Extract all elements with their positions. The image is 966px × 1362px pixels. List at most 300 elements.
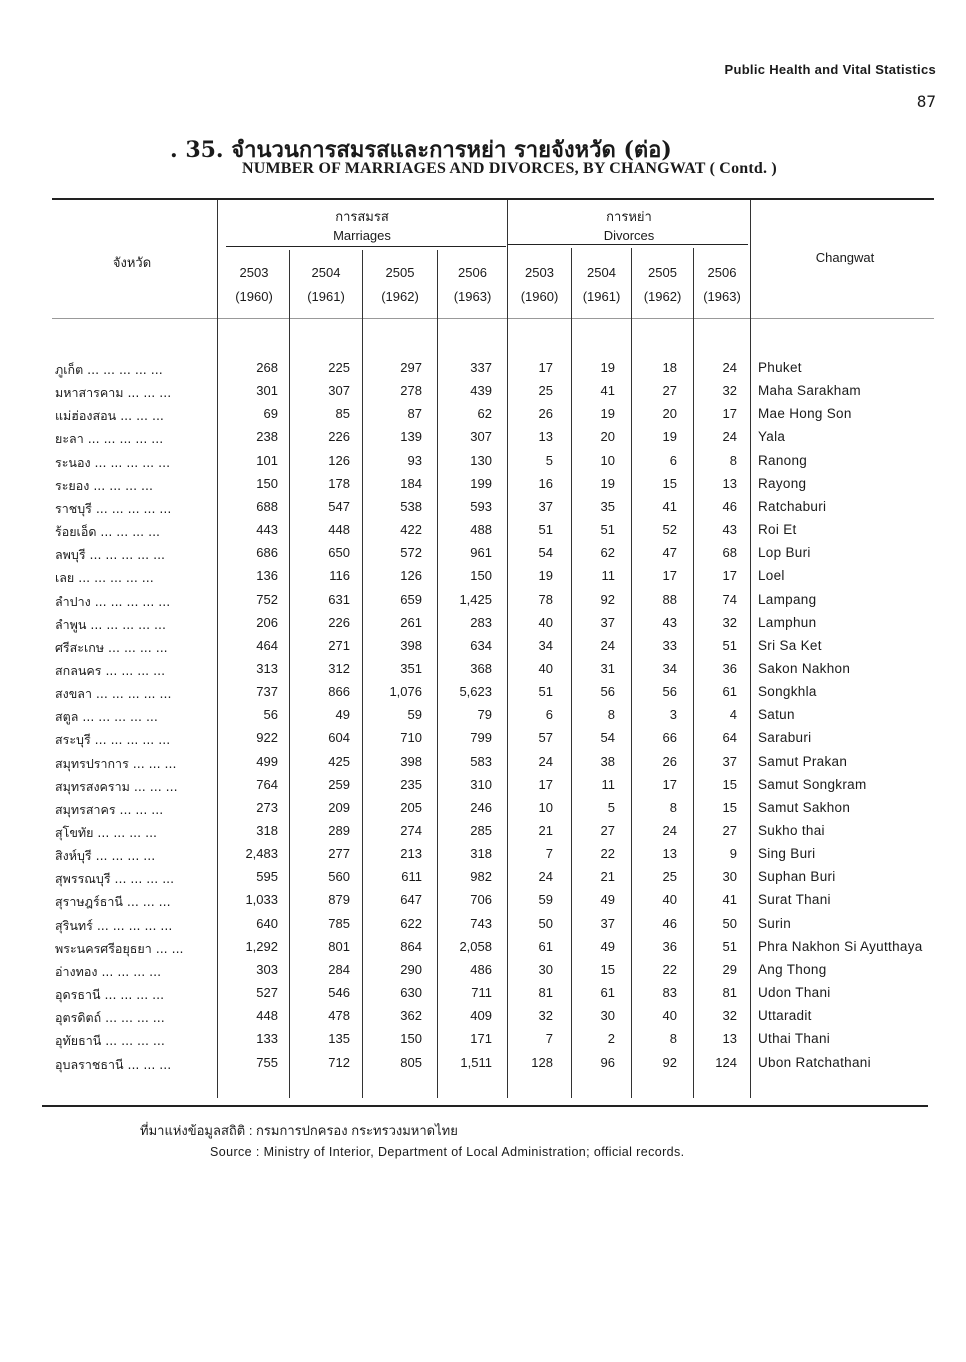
table-row xyxy=(0,800,966,823)
divorces-value: 18 xyxy=(662,360,677,375)
changwat-english-name: Sukho thai xyxy=(758,823,825,838)
divorces-value: 15 xyxy=(722,776,737,792)
year-ce-header: (1963) xyxy=(703,289,741,304)
changwat-english-name: Satun xyxy=(758,707,795,723)
divorces-value: 13 xyxy=(722,475,737,491)
divorces-value: 62 xyxy=(600,545,615,561)
marriages-value: 62 xyxy=(477,406,492,422)
changwat-thai-name: สุพรรณบุรี ... ... ... ... xyxy=(55,871,175,887)
divorces-value: 78 xyxy=(538,591,553,607)
source-note-thai: ที่มาแห่งข้อมูลสถิติ : กรมการปกครอง กระทรวงมหาดไทย xyxy=(140,1123,458,1138)
table-row xyxy=(0,1008,966,1031)
marriages-value: 238 xyxy=(256,429,278,445)
divorces-value: 51 xyxy=(722,938,737,954)
marriages-value: 225 xyxy=(328,360,350,375)
divorces-value: 24 xyxy=(538,869,553,885)
divorces-value: 25 xyxy=(538,383,553,399)
divorces-value: 37 xyxy=(538,498,553,514)
changwat-thai-name: ลพบุรี ... ... ... ... ... xyxy=(55,547,166,563)
divorces-value: 54 xyxy=(538,545,553,561)
divorces-value: 31 xyxy=(600,660,615,676)
table-title-thai: . 35. จำนวนการสมรสและการหย่า รายจังหวัด (ต่อ) xyxy=(170,137,672,163)
divorces-value: 2 xyxy=(607,1031,615,1047)
divorces-value: 57 xyxy=(538,730,553,746)
divorces-value: 9 xyxy=(729,846,737,862)
table-row xyxy=(0,499,966,522)
marriages-value: 85 xyxy=(335,406,350,422)
changwat-thai-name: ลำปาง ... ... ... ... ... xyxy=(55,593,171,609)
table-row xyxy=(0,939,966,962)
marriages-value: 116 xyxy=(329,568,350,584)
divorces-value: 7 xyxy=(545,846,553,862)
year-ce-header: (1963) xyxy=(453,289,492,304)
marriages-group-rule xyxy=(226,246,506,247)
divorces-value: 19 xyxy=(538,568,553,584)
divorces-value: 61 xyxy=(600,985,615,1001)
divorces-value: 30 xyxy=(538,961,553,977)
divorces-value: 124 xyxy=(715,1054,737,1070)
marriages-value: 312 xyxy=(328,660,350,676)
divorces-value: 35 xyxy=(600,498,615,514)
divorces-value: 34 xyxy=(538,637,553,653)
table-row xyxy=(0,777,966,800)
year-header: 2505 xyxy=(648,265,677,280)
divorces-value: 74 xyxy=(722,591,737,607)
divorces-value: 27 xyxy=(722,823,737,838)
marriages-value: 425 xyxy=(328,753,350,769)
changwat-thai-name: อุตรดิตถ์ ... ... ... ... xyxy=(55,1010,165,1026)
divorces-value: 17 xyxy=(538,776,553,792)
marriages-value: 631 xyxy=(328,591,350,607)
marriages-value: 583 xyxy=(470,753,492,769)
table-row xyxy=(0,916,966,939)
divorces-value: 32 xyxy=(722,383,737,399)
divorces-value: 26 xyxy=(538,406,553,422)
marriages-value: 310 xyxy=(470,776,492,792)
marriages-value: 290 xyxy=(400,961,422,977)
changwat-thai-name: สมุทรสงคราม ... ... ... xyxy=(55,778,178,794)
marriages-value: 737 xyxy=(256,684,278,700)
changwat-thai-name: สมุทรปราการ ... ... ... xyxy=(55,755,177,771)
changwat-thai-name: อุบลราชธานี ... ... ... xyxy=(55,1056,172,1072)
table-row xyxy=(0,730,966,753)
marriages-value: 572 xyxy=(400,545,422,561)
divorces-value: 81 xyxy=(538,985,553,1001)
marriages-value: 478 xyxy=(328,1008,350,1024)
marriages-value: 101 xyxy=(256,452,278,468)
changwat-english-name: Phuket xyxy=(758,360,802,375)
marriages-value: 289 xyxy=(328,823,350,838)
changwat-english-name: Yala xyxy=(758,429,786,445)
divorces-value: 13 xyxy=(538,429,553,445)
table-row xyxy=(0,1055,966,1078)
divorces-value: 49 xyxy=(600,938,615,954)
changwat-english-name: Surin xyxy=(758,915,792,931)
divorces-value: 30 xyxy=(722,869,737,885)
marriages-value: 303 xyxy=(256,961,278,977)
marriages-value: 313 xyxy=(256,660,278,676)
marriages-value: 337 xyxy=(470,360,492,375)
changwat-thai-name: อ่างทอง ... ... ... ... xyxy=(55,963,162,979)
divorces-value: 37 xyxy=(600,614,615,630)
marriages-value: 150 xyxy=(470,568,492,584)
marriages-value: 785 xyxy=(328,915,350,931)
divorces-en-header: Divorces xyxy=(603,228,655,243)
changwat-thai-name: ลำพูน ... ... ... ... ... xyxy=(55,616,166,632)
marriages-value: 743 xyxy=(470,915,492,931)
divorces-value: 46 xyxy=(722,498,737,514)
marriages-value: 604 xyxy=(328,730,350,746)
marriages-value: 593 xyxy=(470,498,492,514)
divorces-value: 21 xyxy=(538,823,553,838)
year-ce-header: (1961) xyxy=(582,289,621,304)
changwat-english-name: Rayong xyxy=(758,475,807,491)
divorces-value: 8 xyxy=(669,799,677,815)
divorces-thai-header: การหย่า xyxy=(606,209,652,224)
page-number: 87 xyxy=(916,92,936,111)
table-top-rule xyxy=(52,198,934,200)
divorces-value: 13 xyxy=(722,1031,737,1047)
changwat-thai-name: สิงห์บุรี ... ... ... ... xyxy=(55,848,156,864)
marriages-value: 368 xyxy=(470,660,492,676)
year-header: 2504 xyxy=(311,265,341,280)
marriages-value: 488 xyxy=(470,522,492,538)
divorces-value: 88 xyxy=(662,591,677,607)
changwat-english-name: Ang Thong xyxy=(758,961,827,977)
changwat-english-name: Lampang xyxy=(758,591,817,607)
divorces-value: 19 xyxy=(662,429,677,445)
marriages-value: 277 xyxy=(328,846,350,862)
changwat-english-name: Sing Buri xyxy=(758,846,816,862)
table-row xyxy=(0,962,966,985)
divorces-value: 51 xyxy=(722,637,737,653)
changwat-english-name: Mae Hong Son xyxy=(758,406,852,422)
marriages-value: 710 xyxy=(400,730,422,746)
changwat-english-name: Songkhla xyxy=(758,684,817,700)
marriages-value: 2,483 xyxy=(245,846,278,862)
changwat-thai-name: เลย ... ... ... ... ... xyxy=(55,570,154,586)
marriages-value: 278 xyxy=(400,383,422,399)
marriages-en-header: Marriages xyxy=(333,228,391,243)
changwat-english-name: Roi Et xyxy=(758,522,797,538)
marriages-value: 307 xyxy=(470,429,492,445)
marriages-value: 93 xyxy=(407,452,422,468)
divorces-value: 56 xyxy=(600,684,615,700)
marriages-value: 261 xyxy=(400,614,422,630)
marriages-value: 443 xyxy=(256,522,278,538)
changwat-english-name: Phra Nakhon Si Ayutthaya xyxy=(758,938,923,954)
table-row xyxy=(0,568,966,591)
changwat-thai-name: สุราษฎร์ธานี ... ... ... xyxy=(55,894,171,910)
year-header: 2503 xyxy=(239,265,269,280)
marriages-value: 1,292 xyxy=(245,938,278,954)
marriages-value: 1,076 xyxy=(389,684,422,700)
marriages-value: 87 xyxy=(407,406,422,422)
divorces-value: 3 xyxy=(669,707,677,723)
changwat-thai-header: จังหวัด xyxy=(112,255,152,270)
table-row xyxy=(0,522,966,545)
changwat-english-name: Loel xyxy=(758,568,785,584)
marriages-value: 59 xyxy=(407,707,422,723)
table-row xyxy=(0,892,966,915)
marriages-value: 209 xyxy=(328,799,350,815)
divorces-value: 34 xyxy=(662,660,677,676)
changwat-english-name: Samut Prakan xyxy=(758,753,848,769)
divorces-value: 27 xyxy=(600,823,615,838)
divorces-value: 17 xyxy=(662,776,677,792)
marriages-value: 755 xyxy=(256,1054,278,1070)
divorces-value: 37 xyxy=(600,915,615,931)
divorces-value: 8 xyxy=(729,452,737,468)
changwat-thai-name: สตูล ... ... ... ... ... xyxy=(55,709,158,725)
divorces-value: 43 xyxy=(662,614,677,630)
marriages-value: 69 xyxy=(263,406,278,422)
marriages-value: 864 xyxy=(400,938,422,954)
year-header: 2506 xyxy=(458,265,487,280)
marriages-value: 659 xyxy=(400,591,422,607)
marriages-value: 982 xyxy=(470,869,492,885)
marriages-value: 150 xyxy=(256,475,278,491)
changwat-english-name: Lamphun xyxy=(758,614,817,630)
marriages-thai-header: การสมรส xyxy=(335,209,389,224)
changwat-english-name: Ranong xyxy=(758,452,808,468)
divorces-value: 20 xyxy=(662,406,677,422)
marriages-value: 464 xyxy=(256,637,278,653)
divorces-value: 15 xyxy=(722,799,737,815)
changwat-english-name: Sakon Nakhon xyxy=(758,660,851,676)
divorces-value: 10 xyxy=(600,452,615,468)
marriages-value: 283 xyxy=(470,614,492,630)
divorces-value: 68 xyxy=(722,545,737,561)
table-row xyxy=(0,476,966,499)
divorces-value: 20 xyxy=(600,429,615,445)
marriages-value: 301 xyxy=(256,383,278,399)
divorces-value: 6 xyxy=(545,707,553,723)
divorces-value: 25 xyxy=(662,869,677,885)
divorces-value: 40 xyxy=(662,892,677,908)
year-ce-header: (1962) xyxy=(643,289,682,304)
marriages-value: 546 xyxy=(328,985,350,1001)
marriages-value: 439 xyxy=(470,383,492,399)
changwat-thai-name: สุโขทัย ... ... ... ... xyxy=(55,825,158,840)
changwat-thai-name: ร้อยเอ็ด ... ... ... ... xyxy=(55,524,161,540)
divorces-value: 41 xyxy=(722,892,737,908)
marriages-value: 246 xyxy=(470,799,492,815)
marriages-value: 499 xyxy=(256,753,278,769)
changwat-thai-name: สระบุรี ... ... ... ... ... xyxy=(55,732,171,748)
marriages-value: 285 xyxy=(470,823,492,838)
table-row xyxy=(0,638,966,661)
marriages-value: 547 xyxy=(328,498,350,514)
changwat-thai-name: อุทัยธานี ... ... ... ... xyxy=(55,1033,165,1049)
divorces-value: 40 xyxy=(538,660,553,676)
marriages-value: 398 xyxy=(400,753,422,769)
marriages-value: 351 xyxy=(400,660,422,676)
divorces-value: 32 xyxy=(722,1008,737,1024)
marriages-value: 448 xyxy=(328,522,350,538)
divorces-value: 47 xyxy=(662,545,677,561)
marriages-value: 712 xyxy=(328,1054,350,1070)
marriages-value: 130 xyxy=(470,452,492,468)
changwat-english-name: Suphan Buri xyxy=(758,869,836,885)
table-row xyxy=(0,846,966,869)
marriages-value: 133 xyxy=(256,1031,278,1047)
changwat-thai-name: มหาสารคาม ... ... ... xyxy=(55,385,172,401)
marriages-value: 171 xyxy=(470,1031,492,1047)
divorces-value: 4 xyxy=(729,707,737,723)
divorces-value: 24 xyxy=(538,753,553,769)
marriages-value: 150 xyxy=(400,1031,422,1047)
table-row xyxy=(0,406,966,429)
divorces-value: 7 xyxy=(545,1031,553,1047)
marriages-value: 284 xyxy=(328,961,350,977)
marriages-value: 273 xyxy=(256,799,278,815)
marriages-value: 1,425 xyxy=(459,591,492,607)
divorces-value: 11 xyxy=(601,568,615,584)
marriages-value: 711 xyxy=(471,985,492,1001)
divorces-value: 24 xyxy=(722,360,737,375)
table-row xyxy=(0,754,966,777)
divorces-value: 92 xyxy=(662,1054,677,1070)
changwat-english-name: Lop Buri xyxy=(758,545,811,561)
divorces-value: 81 xyxy=(722,985,737,1001)
divorces-value: 8 xyxy=(607,707,615,723)
marriages-value: 271 xyxy=(328,637,350,653)
marriages-value: 126 xyxy=(328,452,350,468)
marriages-value: 647 xyxy=(400,892,422,908)
changwat-english-name: Sri Sa Ket xyxy=(758,637,822,653)
divorces-value: 17 xyxy=(722,568,737,584)
table-bottom-rule xyxy=(42,1105,928,1107)
divorces-value: 50 xyxy=(722,915,737,931)
divorces-value: 96 xyxy=(600,1054,615,1070)
marriages-value: 764 xyxy=(256,776,278,792)
marriages-value: 688 xyxy=(256,498,278,514)
divorces-value: 27 xyxy=(662,383,677,399)
divorces-value: 32 xyxy=(538,1008,553,1024)
year-header: 2505 xyxy=(385,265,415,280)
marriages-value: 611 xyxy=(401,869,422,885)
divorces-value: 43 xyxy=(722,522,737,538)
year-header: 2506 xyxy=(707,265,737,280)
marriages-value: 206 xyxy=(256,614,278,630)
changwat-english-name: Ratchaburi xyxy=(758,498,827,514)
changwat-thai-name: ยะลา ... ... ... ... ... xyxy=(55,431,164,447)
changwat-english-name: Udon Thani xyxy=(758,985,831,1001)
marriages-value: 199 xyxy=(470,475,492,491)
marriages-value: 297 xyxy=(400,360,422,375)
marriages-value: 79 xyxy=(477,707,492,723)
marriages-value: 805 xyxy=(400,1054,422,1070)
divorces-value: 29 xyxy=(722,961,737,977)
marriages-value: 318 xyxy=(470,846,492,862)
marriages-value: 866 xyxy=(328,684,350,700)
marriages-value: 49 xyxy=(335,707,350,723)
changwat-thai-name: ราชบุรี ... ... ... ... ... xyxy=(55,500,172,516)
year-ce-header: (1960) xyxy=(520,289,559,304)
table-row xyxy=(0,453,966,476)
marriages-value: 126 xyxy=(400,568,422,584)
marriages-value: 922 xyxy=(256,730,278,746)
divorces-value: 19 xyxy=(600,360,615,375)
table-row xyxy=(0,360,966,383)
divorces-value: 32 xyxy=(722,614,737,630)
table-row xyxy=(0,592,966,615)
divorces-value: 21 xyxy=(600,869,615,885)
marriages-value: 5,623 xyxy=(459,684,492,700)
table-row xyxy=(0,429,966,452)
divorces-value: 17 xyxy=(662,568,677,584)
marriages-value: 961 xyxy=(470,545,492,561)
marriages-value: 226 xyxy=(328,429,350,445)
divorces-value: 6 xyxy=(669,452,677,468)
marriages-value: 527 xyxy=(256,985,278,1001)
divorces-value: 13 xyxy=(662,846,677,862)
marriages-value: 706 xyxy=(470,892,492,908)
divorces-value: 61 xyxy=(722,684,737,700)
changwat-english-name: Uthai Thani xyxy=(758,1031,831,1047)
running-head: Public Health and Vital Statistics xyxy=(724,62,936,77)
changwat-english-name: Maha Sarakham xyxy=(758,383,861,399)
marriages-value: 486 xyxy=(470,961,492,977)
divorces-value: 51 xyxy=(538,522,553,538)
marriages-value: 686 xyxy=(256,545,278,561)
table-row xyxy=(0,684,966,707)
changwat-thai-name: แม่ฮ่องสอน ... ... ... xyxy=(55,408,164,424)
divorces-value: 41 xyxy=(600,383,615,399)
divorces-value: 66 xyxy=(662,730,677,746)
changwat-thai-name: อุดรธานี ... ... ... ... xyxy=(55,987,165,1003)
divorces-group-rule xyxy=(508,244,748,245)
marriages-value: 801 xyxy=(328,938,350,954)
divorces-value: 24 xyxy=(662,823,677,838)
divorces-value: 15 xyxy=(600,961,615,977)
table-row xyxy=(0,383,966,406)
divorces-value: 128 xyxy=(531,1054,553,1070)
divorces-value: 64 xyxy=(722,730,737,746)
marriages-value: 752 xyxy=(256,591,278,607)
marriages-value: 2,058 xyxy=(459,938,492,954)
marriages-value: 560 xyxy=(328,869,350,885)
changwat-thai-name: ศรีสะเกษ ... ... ... ... xyxy=(55,639,168,655)
divorces-value: 26 xyxy=(662,753,677,769)
marriages-value: 630 xyxy=(400,985,422,1001)
divorces-value: 22 xyxy=(600,846,615,862)
divorces-value: 36 xyxy=(662,938,677,954)
divorces-value: 24 xyxy=(600,637,615,653)
divorces-value: 15 xyxy=(662,475,677,491)
divorces-value: 50 xyxy=(538,915,553,931)
divorces-value: 41 xyxy=(662,498,677,514)
year-header: 2503 xyxy=(525,265,554,280)
changwat-en-header: Changwat xyxy=(815,250,875,265)
changwat-thai-name: สกลนคร ... ... ... ... xyxy=(55,662,166,678)
divorces-value: 5 xyxy=(607,799,615,815)
divorces-value: 49 xyxy=(600,892,615,908)
year-ce-header: (1961) xyxy=(307,289,345,304)
marriages-value: 538 xyxy=(400,498,422,514)
marriages-value: 274 xyxy=(400,823,422,838)
table-row xyxy=(0,615,966,638)
divorces-value: 52 xyxy=(662,522,677,538)
marriages-value: 448 xyxy=(256,1008,278,1024)
marriages-value: 634 xyxy=(470,637,492,653)
divorces-value: 46 xyxy=(662,915,677,931)
marriages-value: 409 xyxy=(470,1008,492,1024)
changwat-english-name: Uttaradit xyxy=(758,1008,812,1024)
year-ce-header: (1962) xyxy=(381,289,419,304)
divorces-value: 33 xyxy=(662,637,677,653)
